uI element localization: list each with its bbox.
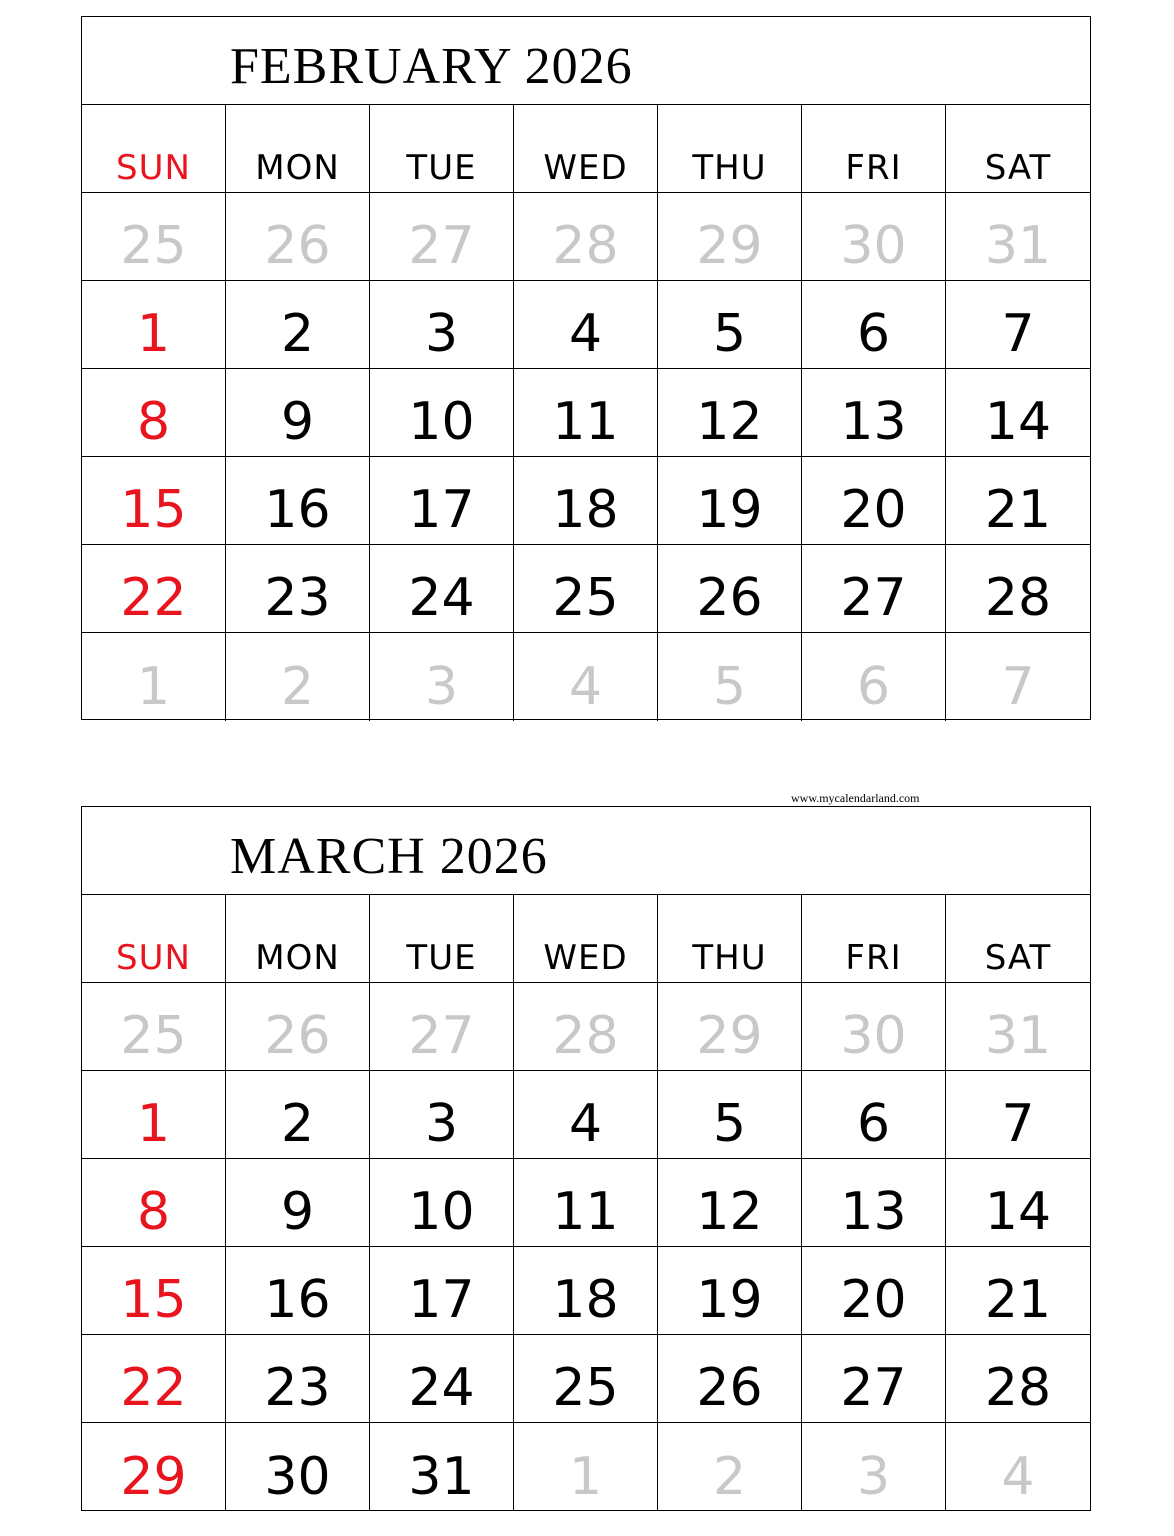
day-cell — [802, 1159, 946, 1247]
calendar-grid — [82, 105, 1090, 721]
day-cell — [82, 633, 226, 721]
day-number: 4 — [568, 1094, 603, 1154]
day-cell — [514, 1335, 658, 1423]
day-number: 30 — [840, 216, 907, 276]
day-cell — [82, 281, 226, 369]
day-cell — [370, 983, 514, 1071]
day-cell — [370, 281, 514, 369]
weekday-header-cell — [370, 895, 514, 983]
day-cell — [658, 369, 802, 457]
day-cell — [82, 457, 226, 545]
day-cell — [82, 193, 226, 281]
day-number: 22 — [120, 568, 187, 628]
day-cell — [802, 281, 946, 369]
day-number: 17 — [408, 1270, 475, 1330]
day-number: 23 — [264, 1358, 331, 1418]
weekday-header-cell — [514, 895, 658, 983]
weekday-label: MON — [255, 148, 340, 188]
day-number: 2 — [280, 1094, 315, 1154]
day-cell — [82, 1335, 226, 1423]
day-cell — [226, 1071, 370, 1159]
day-cell — [802, 633, 946, 721]
day-number: 15 — [120, 1270, 187, 1330]
day-cell — [658, 1423, 802, 1511]
day-cell — [658, 1159, 802, 1247]
day-number: 28 — [984, 1358, 1052, 1418]
day-number: 26 — [696, 1358, 763, 1418]
day-cell — [658, 193, 802, 281]
day-number: 29 — [696, 1006, 763, 1066]
weekday-label: SAT — [984, 938, 1052, 978]
weekday-header-cell — [82, 895, 226, 983]
day-number: 8 — [136, 1182, 171, 1242]
day-cell — [514, 633, 658, 721]
weekday-label: THU — [692, 938, 767, 978]
day-cell — [226, 369, 370, 457]
day-cell — [82, 983, 226, 1071]
weekday-label: TUE — [406, 938, 477, 978]
weekday-label: MON — [255, 938, 340, 978]
day-cell — [370, 1159, 514, 1247]
weekday-header-cell — [946, 105, 1090, 193]
day-cell — [514, 193, 658, 281]
weekday-label: THU — [692, 148, 767, 188]
day-number: 10 — [408, 1182, 475, 1242]
day-number: 2 — [712, 1447, 747, 1507]
weekday-header-cell — [946, 895, 1090, 983]
day-number: 29 — [120, 1447, 187, 1507]
day-number: 25 — [552, 1358, 619, 1418]
day-cell — [658, 1247, 802, 1335]
day-cell — [946, 1071, 1090, 1159]
day-cell — [802, 369, 946, 457]
day-number: 31 — [984, 1006, 1052, 1066]
day-number: 13 — [840, 392, 907, 452]
weekday-header-cell — [226, 895, 370, 983]
day-cell — [802, 1071, 946, 1159]
day-number: 10 — [408, 392, 475, 452]
day-number: 4 — [1001, 1447, 1035, 1507]
day-cell — [658, 457, 802, 545]
day-cell — [370, 193, 514, 281]
day-cell — [514, 1247, 658, 1335]
day-number: 7 — [1001, 304, 1035, 364]
weekday-label: FRI — [845, 938, 902, 978]
day-cell — [226, 281, 370, 369]
weekday-header-cell — [658, 895, 802, 983]
weekday-header-cell — [514, 105, 658, 193]
day-number: 16 — [264, 480, 331, 540]
day-number: 6 — [856, 304, 891, 364]
day-cell — [226, 1159, 370, 1247]
day-cell — [514, 457, 658, 545]
day-number: 15 — [120, 480, 187, 540]
day-number: 28 — [552, 1006, 619, 1066]
day-number: 3 — [856, 1447, 891, 1507]
day-number: 20 — [840, 1270, 907, 1330]
day-cell — [946, 457, 1090, 545]
day-number: 6 — [856, 1094, 891, 1154]
day-number: 9 — [280, 392, 315, 452]
day-cell — [946, 633, 1090, 721]
day-cell — [802, 545, 946, 633]
day-cell — [946, 281, 1090, 369]
day-cell — [370, 1423, 514, 1511]
weekday-header-cell — [82, 105, 226, 193]
day-cell — [370, 633, 514, 721]
day-number: 25 — [552, 568, 619, 628]
weekday-label: WED — [543, 938, 628, 978]
day-cell — [370, 369, 514, 457]
day-number: 11 — [552, 1182, 619, 1242]
day-cell — [514, 1423, 658, 1511]
day-cell — [946, 1335, 1090, 1423]
day-number: 5 — [712, 657, 747, 717]
day-cell — [946, 1159, 1090, 1247]
day-number: 30 — [840, 1006, 907, 1066]
day-cell — [226, 193, 370, 281]
day-number: 1 — [568, 1447, 603, 1507]
day-cell — [82, 1423, 226, 1511]
day-cell — [946, 545, 1090, 633]
day-number: 7 — [1001, 657, 1035, 717]
day-number: 24 — [408, 568, 475, 628]
day-cell — [514, 369, 658, 457]
day-cell — [514, 1071, 658, 1159]
day-cell — [82, 545, 226, 633]
day-cell — [802, 1335, 946, 1423]
day-number: 26 — [264, 1006, 331, 1066]
day-number: 18 — [552, 1270, 619, 1330]
day-number: 5 — [712, 304, 747, 364]
day-cell — [946, 193, 1090, 281]
weekday-header-cell — [226, 105, 370, 193]
day-number: 3 — [424, 657, 459, 717]
day-number: 11 — [552, 392, 619, 452]
day-number: 12 — [696, 1182, 763, 1242]
day-cell — [226, 457, 370, 545]
day-cell — [226, 1247, 370, 1335]
day-number: 26 — [264, 216, 331, 276]
weekday-label: SUN — [116, 938, 191, 978]
day-cell — [226, 1335, 370, 1423]
day-cell — [370, 457, 514, 545]
weekday-label: SUN — [116, 148, 191, 188]
calendar-grid — [82, 895, 1090, 1511]
day-number: 5 — [712, 1094, 747, 1154]
day-cell — [514, 281, 658, 369]
weekday-header-cell — [802, 105, 946, 193]
day-number: 27 — [840, 568, 907, 628]
day-cell — [370, 545, 514, 633]
day-cell — [946, 1247, 1090, 1335]
day-number: 3 — [424, 1094, 459, 1154]
day-number: 24 — [408, 1358, 475, 1418]
weekday-label: WED — [543, 148, 628, 188]
day-cell — [514, 983, 658, 1071]
day-number: 20 — [840, 480, 907, 540]
day-number: 23 — [264, 568, 331, 628]
day-number: 1 — [136, 304, 171, 364]
day-number: 31 — [984, 216, 1052, 276]
day-number: 31 — [408, 1447, 475, 1507]
day-number: 21 — [984, 480, 1052, 540]
month-title: FEBRUARY 2026 — [230, 38, 633, 95]
month-title: MARCH 2026 — [230, 828, 548, 885]
day-cell — [370, 1071, 514, 1159]
day-cell — [658, 633, 802, 721]
weekday-header-cell — [802, 895, 946, 983]
day-number: 8 — [136, 392, 171, 452]
day-cell — [226, 633, 370, 721]
day-number: 29 — [696, 216, 763, 276]
day-cell — [370, 1247, 514, 1335]
calendar-february — [81, 16, 1091, 720]
day-cell — [802, 983, 946, 1071]
weekday-label: TUE — [406, 148, 477, 188]
day-number: 14 — [984, 392, 1052, 452]
day-cell — [82, 1159, 226, 1247]
day-cell — [802, 193, 946, 281]
day-cell — [802, 457, 946, 545]
day-number: 14 — [984, 1182, 1052, 1242]
day-number: 22 — [120, 1358, 187, 1418]
calendar-march — [81, 806, 1091, 1511]
day-cell — [658, 983, 802, 1071]
day-number: 3 — [424, 304, 459, 364]
day-number: 25 — [120, 216, 187, 276]
day-cell — [946, 369, 1090, 457]
day-number: 9 — [280, 1182, 315, 1242]
day-cell — [514, 545, 658, 633]
day-number: 25 — [120, 1006, 187, 1066]
day-number: 4 — [568, 657, 603, 717]
day-number: 27 — [408, 216, 475, 276]
weekday-label: SAT — [984, 148, 1052, 188]
day-cell — [658, 1335, 802, 1423]
day-number: 2 — [280, 657, 315, 717]
day-number: 7 — [1001, 1094, 1035, 1154]
weekday-header-cell — [370, 105, 514, 193]
day-number: 19 — [696, 480, 763, 540]
day-number: 26 — [696, 568, 763, 628]
day-cell — [370, 1335, 514, 1423]
day-cell — [82, 1247, 226, 1335]
day-number: 12 — [696, 392, 763, 452]
day-number: 28 — [552, 216, 619, 276]
day-cell — [946, 1423, 1090, 1511]
website-watermark: www.mycalendarland.com — [791, 791, 920, 805]
day-number: 30 — [264, 1447, 331, 1507]
weekday-label: FRI — [845, 148, 902, 188]
day-cell — [658, 545, 802, 633]
day-cell — [82, 1071, 226, 1159]
day-number: 2 — [280, 304, 315, 364]
day-number: 27 — [840, 1358, 907, 1418]
day-number: 28 — [984, 568, 1052, 628]
day-cell — [514, 1159, 658, 1247]
day-cell — [802, 1423, 946, 1511]
day-number: 19 — [696, 1270, 763, 1330]
day-number: 1 — [136, 657, 171, 717]
day-cell — [226, 545, 370, 633]
day-number: 18 — [552, 480, 619, 540]
day-number: 21 — [984, 1270, 1052, 1330]
day-cell — [802, 1247, 946, 1335]
day-cell — [946, 983, 1090, 1071]
weekday-header-cell — [658, 105, 802, 193]
day-number: 1 — [136, 1094, 171, 1154]
day-cell — [226, 1423, 370, 1511]
day-number: 13 — [840, 1182, 907, 1242]
month-title-bar — [82, 17, 1090, 105]
day-cell — [82, 369, 226, 457]
day-number: 4 — [568, 304, 603, 364]
day-number: 27 — [408, 1006, 475, 1066]
day-cell — [226, 983, 370, 1071]
day-cell — [658, 281, 802, 369]
month-title-bar — [82, 807, 1090, 895]
day-number: 17 — [408, 480, 475, 540]
day-cell — [658, 1071, 802, 1159]
day-number: 6 — [856, 657, 891, 717]
day-number: 16 — [264, 1270, 331, 1330]
